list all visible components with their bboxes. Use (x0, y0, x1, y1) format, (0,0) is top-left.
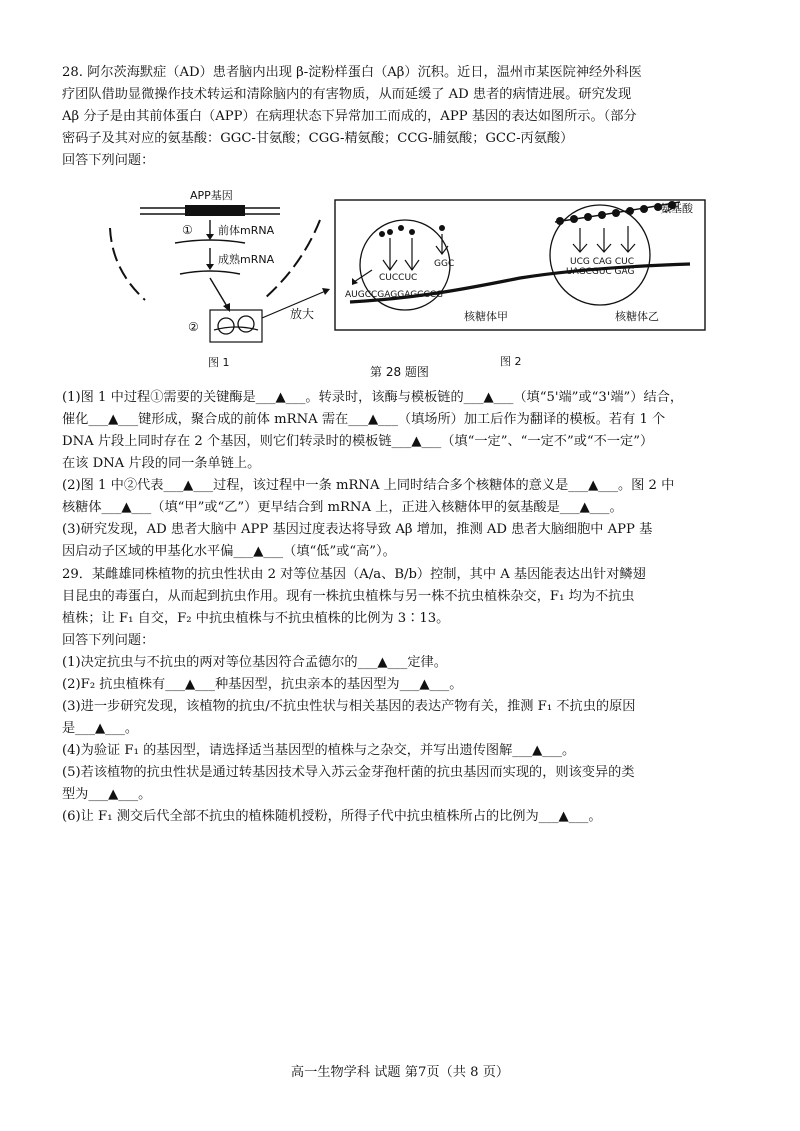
step1-marker: ① (182, 223, 193, 237)
q28-sub-line-4: 在该 DNA 片段的同一条单链上。 (62, 456, 261, 471)
anticodon-incoming: GGC (434, 259, 455, 269)
mature-mrna-strand (180, 271, 240, 274)
q28-sub-line-8: 因启动子区域的甲基化水平偏___▲___（填“低”或“高”）。 (62, 544, 396, 559)
trna-b2 (597, 228, 611, 252)
q28-line-1: 28. 阿尔茨海默症（AD）患者脑内出现 β-淀粉样蛋白（Aβ）沉积。近日，温州市某医院神经外科医 (62, 65, 642, 80)
peptide-a-1 (379, 231, 385, 237)
peptide-a-2 (398, 225, 404, 231)
trna-b1 (573, 228, 587, 252)
aa-b-2 (570, 215, 578, 223)
aa-b-6 (626, 207, 634, 215)
q28-figure (90, 190, 710, 380)
q29-sub-line-2: (2)F₂ 抗虫植株有___▲___种基因型，抗虫亲本的基因型为___▲___。 (62, 677, 463, 692)
q28-sub-line-1: (1)图 1 中过程①需要的关键酶是___▲___。转录时，该酶与模板链的___▲___（填“5'端”或“3'端”）结合， (62, 390, 684, 405)
step2-marker: ② (188, 320, 199, 334)
amino-acid-label: 氨基酸 (660, 202, 693, 215)
q29-sub-line-3: (3)进一步研究发现，该植物的抗虫/不抗虫性状与相关基因的表达产物有关，推测 F₁ 不抗虫的原因 (62, 699, 636, 714)
q29-sub-line-7: 型为___▲___。 (62, 787, 152, 802)
ribosome-b-label: 核糖体乙 (615, 310, 659, 323)
pre-mrna-strand (175, 240, 245, 243)
polysome-ribosome-1 (218, 318, 234, 334)
aa-b-1 (556, 217, 564, 225)
figure-2 (335, 200, 705, 368)
q29-line-1: 29．某雌雄同株植物的抗虫性状由 2 对等位基因（A/a、B/b）控制，其中 A 基因能表达出针对鳞翅 (62, 567, 646, 582)
pre-mrna-label: 前体mRNA (218, 224, 275, 237)
fig1-label: 图 1 (208, 356, 230, 369)
q28-sub-line-6: 核糖体___▲___（填“甲”或“乙”）更早结合到 mRNA 上，正进入核糖体甲的氨基酸是___▲___。 (62, 500, 623, 515)
q29-sub-line-8: (6)让 F₁ 测交后代全部不抗虫的植株随机授粉，所得子代中抗虫植株所占的比例为___▲___。 (62, 809, 602, 824)
q29-sub-line-5: (4)为验证 F₁ 的基因型，请选择适当基因型的植株与之杂交，并写出遗传图解___▲___。 (62, 743, 576, 758)
q29-line-3: 植株；让 F₁ 自交，F₂ 中抗虫植株与不抗虫植株的比例为 3∶13。 (62, 611, 450, 626)
arrow-export (210, 278, 228, 308)
ribosome-a-label: 核糖体甲 (464, 310, 508, 323)
q28-line-2: 疗团队借助显微操作技术转运和清除脑内的有害物质，从而延缓了 AD 患者的病情进展。研究发现 (62, 87, 632, 102)
incoming-trna (436, 225, 448, 254)
q29-line-2: 目昆虫的毒蛋白，从而起到抗虫作用。现有一株抗虫植株与另一株不抗虫植株杂交，F₁ 均为不抗虫 (62, 589, 635, 604)
q29-sub-line-1: (1)决定抗虫与不抗虫的两对等位基因符合孟德尔的___▲___定律。 (62, 655, 447, 670)
app-gene-label: APP基因 (190, 190, 233, 202)
q29-sub-line-4: 是___▲___。 (62, 721, 139, 736)
zoom-label: 放大 (290, 307, 315, 321)
q28-sub-line-5: (2)图 1 中②代表___▲___过程，该过程中一条 mRNA 上同时结合多个核糖体的意义是___▲___。图 2 中 (62, 478, 675, 493)
q28-sub-line-3: DNA 片段上同时存在 2 个基因，则它们转录时的模板链___▲___（填“一定”、“一定不”或“不一定”） (62, 434, 654, 449)
release-arrow-head (352, 278, 358, 285)
nuclear-envelope-left (110, 228, 145, 300)
q29-line-4: 回答下列问题： (62, 633, 155, 648)
mature-mrna-label: 成熟mRNA (218, 253, 275, 266)
arrow-splicing-head (206, 264, 214, 270)
polysome-ribosome-2 (238, 316, 254, 332)
app-gene-segment (185, 205, 245, 216)
trna-a1 (383, 229, 397, 270)
q28-line-5: 回答下列问题： (62, 153, 155, 168)
aa-b-7 (640, 205, 648, 213)
arrow-step1-head (206, 234, 214, 240)
anticodon-a: CUCCUC (379, 273, 418, 283)
mrna-sequence: AUGCCGAGGAGCCCG (345, 290, 444, 300)
aa-b-4 (598, 211, 606, 219)
page-footer: 高一生物学科 试题 第7页（共 8 页） (290, 1065, 510, 1080)
aa-b-5 (612, 209, 620, 217)
fig2-label: 图 2 (500, 355, 522, 368)
anticodon-b-row1: UCG CAG CUC (570, 257, 634, 267)
figure-1 (110, 190, 330, 369)
trna-a2 (405, 229, 419, 270)
q29-sub-line-6: (5)若该植物的抗虫性状是通过转基因技术导入苏云金芽孢杆菌的抗虫基因而实现的，则该变异的类 (62, 765, 635, 780)
q28-line-4: 密码子及其对应的氨基酸：GGC-甘氨酸；CGG-精氨酸；CCG-脯氨酸；GCC-丙氨酸） (62, 131, 574, 146)
q28-sub-line-7: (3)研究发现，AD 患者大脑中 APP 基因过度表达将导致 Aβ 增加，推测 AD 患者大脑细胞中 APP 基 (62, 522, 653, 537)
q28-sub-line-2: 催化___▲___键形成，聚合成的前体 mRNA 需在___▲___（填场所）加工后作为翻译的模板。若有 1 个 (62, 412, 666, 427)
figure-caption: 第 28 题图 (370, 365, 429, 379)
q28-line-3: Aβ 分子是由其前体蛋白（APP）在病理状态下异常加工而成的，APP 基因的表达如图所示。（部分 (62, 109, 637, 124)
trna-b3 (621, 226, 635, 252)
anticodon-b-row2: UAGCGUC GAG (566, 267, 635, 277)
aa-b-3 (584, 213, 592, 221)
